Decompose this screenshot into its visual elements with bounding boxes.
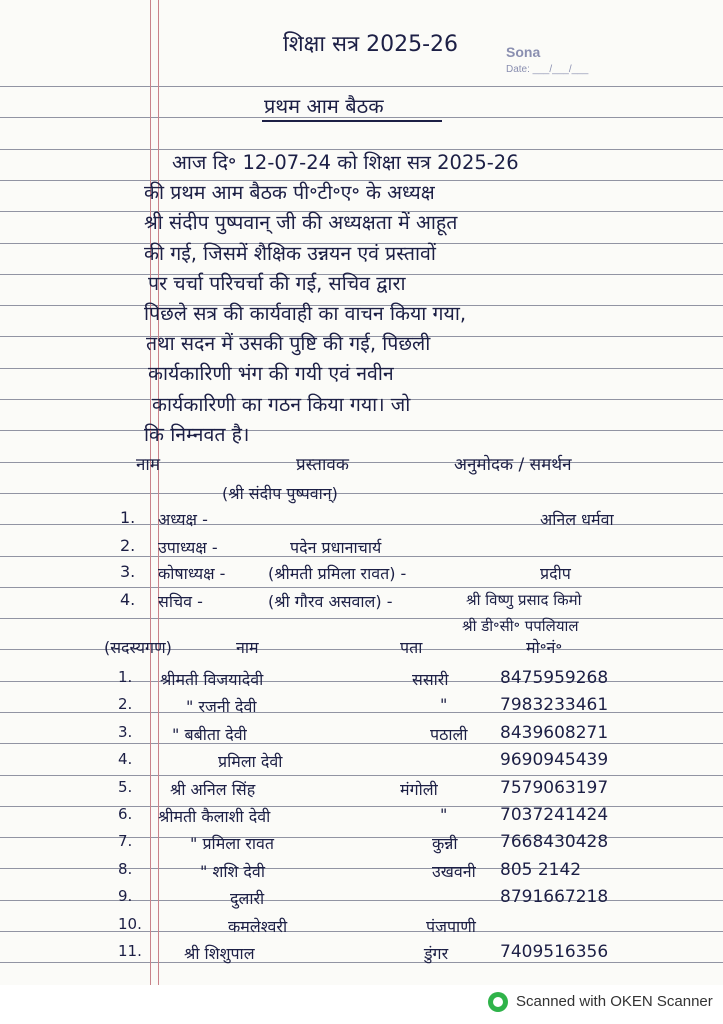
margin-line-inner: [158, 0, 159, 985]
officer-name: पदेन प्रधानाचार्य: [290, 538, 382, 557]
member-name: " प्रमिला रावत: [190, 834, 275, 854]
minutes-line: कि निम्नवत है।: [144, 422, 250, 446]
member-number: 10.: [118, 914, 142, 933]
officer-number: 2.: [120, 536, 136, 555]
member-address: पंजपाणी: [426, 916, 476, 936]
ruled-line: [0, 868, 723, 869]
member-mobile: 9690945439: [500, 750, 609, 771]
officer-post: उपाध्यक्ष -: [158, 538, 218, 557]
minutes-line: कार्यकारिणी भंग की गयी एवं नवीन: [148, 362, 394, 386]
members-col-address: पता: [400, 638, 423, 657]
member-number: 2.: [118, 695, 133, 714]
member-number: 3.: [118, 722, 133, 741]
member-number: 1.: [118, 668, 133, 686]
member-name: श्रीमती विजयादेवी: [160, 670, 264, 689]
member-mobile: 7579063197: [500, 777, 609, 798]
member-name: प्रमिला देवी: [218, 752, 283, 772]
member-mobile: 7668430428: [500, 832, 609, 853]
member-address: कुन्नी: [432, 834, 458, 854]
heading-underline: [262, 120, 442, 122]
ruled-line: [0, 962, 723, 963]
member-name: दुलारी: [230, 889, 265, 909]
ruled-line: [0, 931, 723, 932]
member-mobile: 8475959268: [500, 668, 609, 688]
minutes-line: श्री संदीप पुष्पवान् जी की अध्यक्षता में आहूत: [144, 211, 458, 235]
meeting-heading: प्रथम आम बैठक: [264, 94, 384, 118]
member-name: " शशि देवी: [200, 861, 265, 881]
scanner-watermark: Scanned with OKEN Scanner: [516, 993, 713, 1010]
officer-post: कोषाध्यक्ष -: [158, 564, 226, 583]
member-mobile: 805 2142: [500, 859, 582, 880]
member-mobile: 8439608271: [500, 722, 609, 743]
officer-seconder: प्रदीप: [540, 564, 571, 583]
ruled-line: [0, 743, 723, 744]
officer-post: अध्यक्ष -: [158, 510, 208, 529]
notebook-brand: Sona: [506, 44, 541, 60]
ruled-line: [0, 493, 723, 494]
ruled-line: [0, 806, 723, 807]
ruled-line: [0, 712, 723, 713]
member-mobile: 7037241424: [500, 805, 609, 825]
member-mobile: 8791667218: [500, 887, 609, 908]
officers-note: (श्री संदीप पुष्पवान्): [222, 484, 338, 503]
members-col-name: नाम: [236, 638, 259, 657]
ruled-line: [0, 587, 723, 588]
officer-number: 1.: [120, 508, 136, 527]
member-name: श्रीमती कैलाशी देवी: [158, 807, 271, 826]
officer-number: 3.: [120, 562, 136, 581]
member-name: कमलेश्वरी: [228, 916, 288, 936]
ruled-line: [0, 775, 723, 776]
ruled-line: [0, 900, 723, 901]
member-name: " बबीता देवी: [172, 724, 247, 744]
member-number: 8.: [118, 859, 133, 878]
member-number: 6.: [118, 805, 133, 823]
officers-extra: श्री डी॰सी॰ पपलियाल: [462, 617, 579, 635]
minutes-line: तथा सदन में उसकी पुष्टि की गई, पिछली: [146, 332, 431, 356]
member-name: श्री शिशुपाल: [184, 944, 255, 963]
minutes-line: की गई, जिसमें शैक्षिक उन्नयन एवं प्रस्तावों: [144, 241, 436, 265]
members-col-mobile: मो॰नं॰: [526, 638, 563, 657]
officer-name: (श्री गौरव असवाल) -: [268, 592, 393, 611]
ruled-line: [0, 462, 723, 463]
member-mobile: 7409516356: [500, 942, 609, 962]
member-address: डुंगर: [424, 944, 449, 963]
member-number: 4.: [118, 750, 133, 769]
member-address: ": [440, 805, 448, 824]
officer-seconder: श्री विष्णु प्रसाद किमो: [466, 591, 582, 609]
member-number: 9.: [118, 887, 133, 906]
ruled-line: [0, 618, 723, 619]
member-address: ससारी: [412, 670, 449, 689]
officers-col-proposer: प्रस्तावक: [296, 455, 349, 475]
ruled-line: [0, 837, 723, 838]
margin-line: [150, 0, 151, 985]
member-name: " रजनी देवी: [186, 697, 257, 717]
ruled-line: [0, 86, 723, 87]
member-address: ": [440, 695, 448, 715]
member-number: 11.: [118, 942, 142, 960]
ruled-line: [0, 430, 723, 431]
member-number: 5.: [118, 777, 133, 796]
date-label: Date: ___/___/___: [506, 64, 589, 75]
member-address: पठाली: [430, 724, 468, 744]
minutes-line: की प्रथम आम बैठक पी॰टी॰ए॰ के अध्यक्ष: [144, 181, 435, 205]
officer-number: 4.: [120, 590, 136, 609]
session-title: शिक्षा सत्र 2025-26: [283, 32, 459, 57]
ruled-line: [0, 681, 723, 682]
member-name: श्री अनिल सिंह: [170, 779, 256, 799]
minutes-line: पर चर्चा परिचर्चा की गई, सचिव द्वारा: [148, 271, 406, 295]
officers-col-seconder: अनुमोदक / समर्थन: [454, 455, 572, 475]
scanner-logo-icon: [488, 992, 508, 1012]
minutes-line: आज दि॰ 12-07-24 को शिक्षा सत्र 2025-26: [172, 151, 519, 174]
officer-name: (श्रीमती प्रमिला रावत) -: [268, 564, 407, 583]
ruled-line: [0, 524, 723, 525]
minutes-line: पिछले सत्र की कार्यवाही का वाचन किया गया,: [144, 302, 467, 325]
member-mobile: 7983233461: [500, 695, 609, 716]
officer-post: सचिव -: [158, 592, 203, 611]
officer-seconder: अनिल धर्मवा: [540, 510, 614, 529]
member-address: मंगोली: [400, 779, 438, 799]
member-number: 7.: [118, 832, 133, 851]
members-col-group: (सदस्यगण): [104, 638, 172, 657]
member-address: उखवनी: [432, 861, 476, 881]
officers-col-name: नाम: [136, 455, 161, 475]
minutes-line: कार्यकारिणी का गठन किया गया। जो: [152, 392, 411, 416]
